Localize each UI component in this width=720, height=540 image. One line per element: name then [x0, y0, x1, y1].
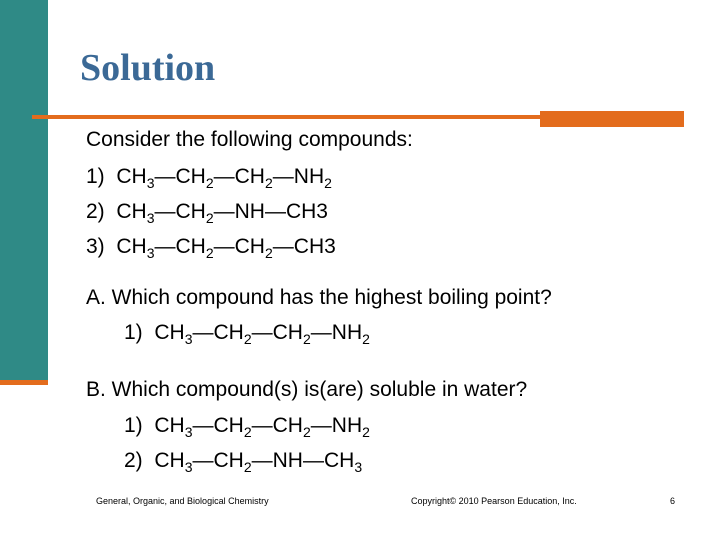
- question-a-answer: 1) $CH_3—CH_2—CH_2—NH_2$: [124, 321, 370, 347]
- question-b-answer-2: 2) $CH_3—CH_2—NH—CH_3$: [124, 449, 363, 475]
- slide-number: 6: [670, 496, 676, 506]
- intro-text: Consider the following compounds:: [86, 128, 413, 151]
- side-accent-bar: [0, 0, 48, 380]
- question-b-answer-1: 1) $CH_3—CH_2—CH_2—NH_2$: [124, 414, 370, 440]
- footer-copyright: Copyright© 2010 Pearson Education, Inc.: [411, 496, 577, 506]
- footer-course: General, Organic, and Biological Chemistry: [96, 496, 269, 506]
- compound-1: 1) $CH_3—CH_2—CH_2—NH_2$: [86, 165, 332, 191]
- question-a: A. Which compound has the highest boiling point?: [86, 286, 552, 309]
- compound-3: 3) $CH_3—CH_2—CH_2—CH3$: [86, 235, 336, 261]
- side-accent-stripe: [0, 380, 48, 385]
- slide-title: Solution: [80, 47, 216, 89]
- question-b: B. Which compound(s) is(are) soluble in water?: [86, 378, 528, 401]
- compound-2: 2) $CH_3—CH_2—NH—CH3$: [86, 200, 328, 226]
- title-divider-block: [540, 111, 684, 127]
